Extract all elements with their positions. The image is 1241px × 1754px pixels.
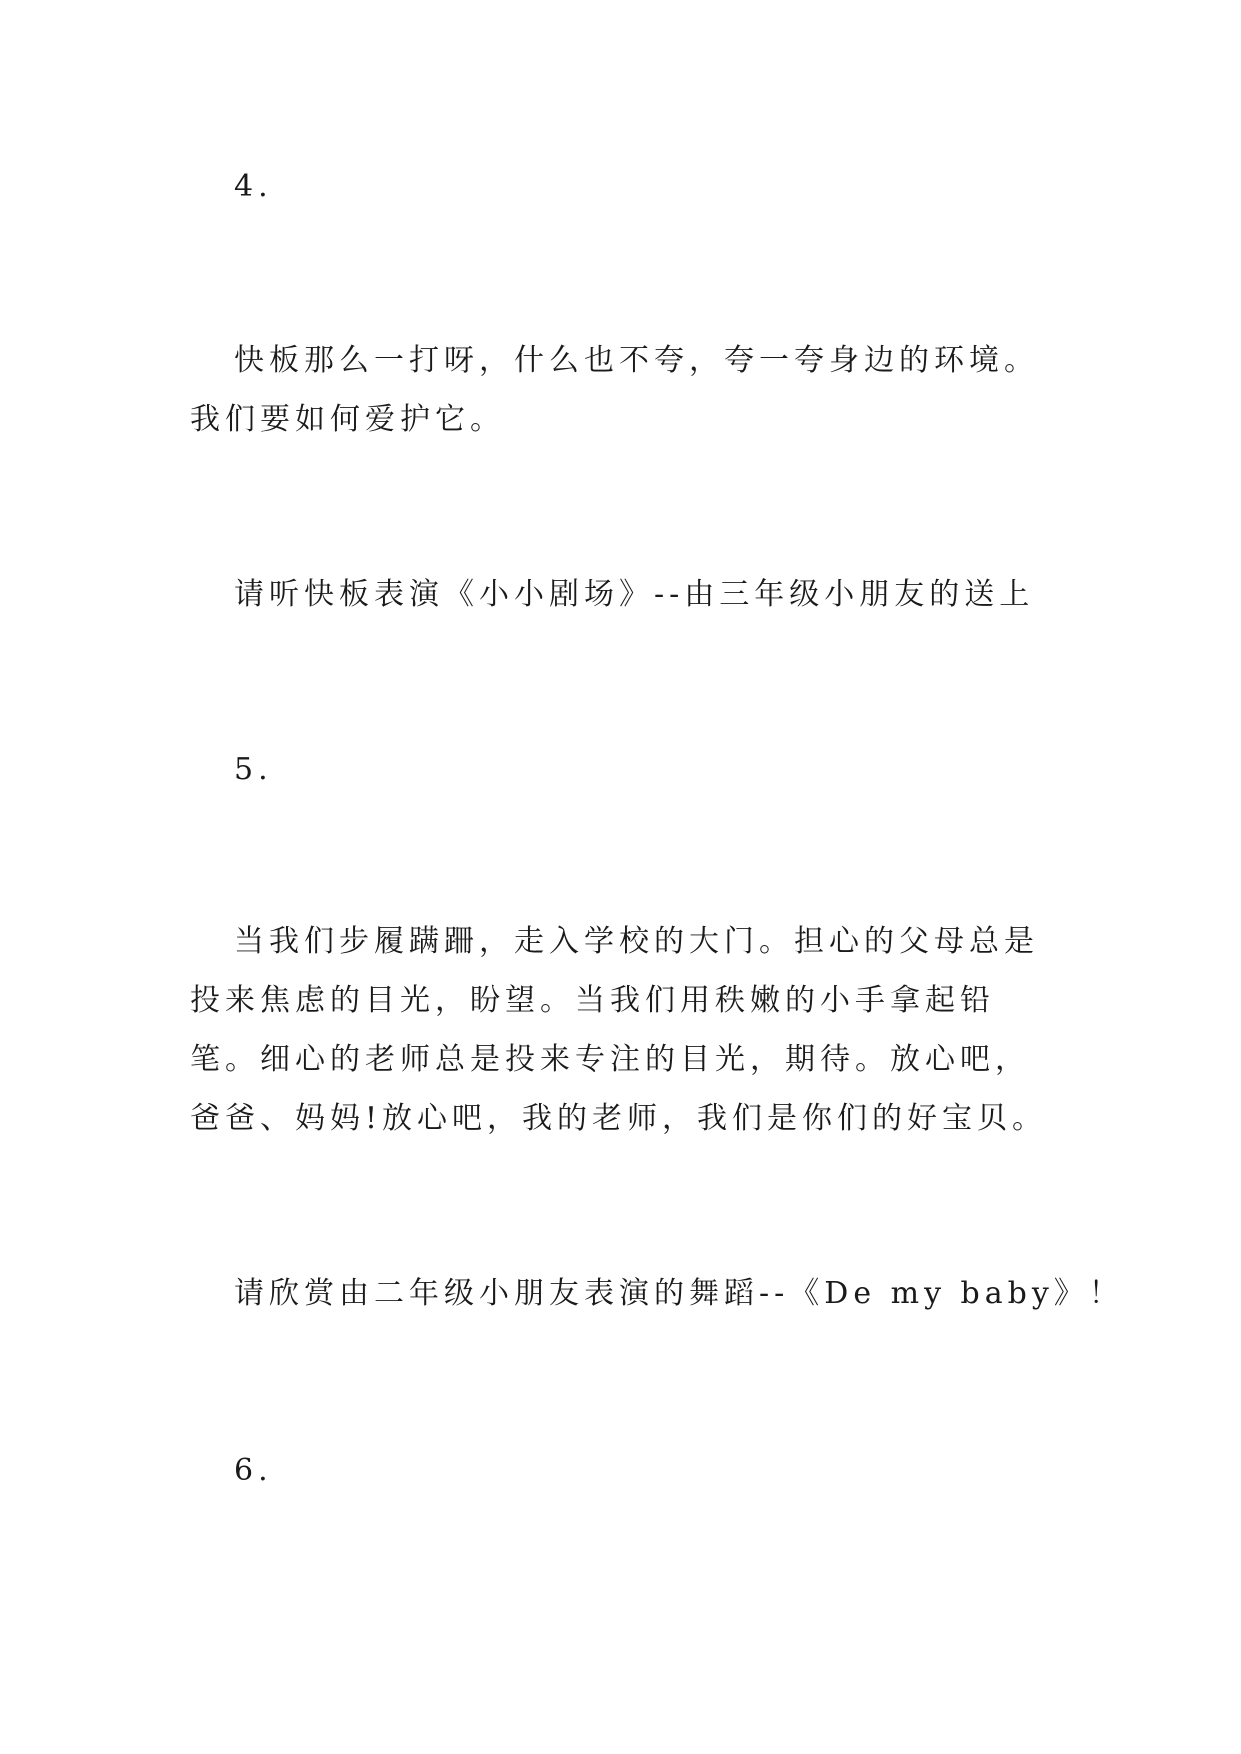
section-number-6: 6.: [234, 1453, 273, 1488]
paragraph-school: 当我们步履蹒跚，走入学校的大门。担心的父母总是投来焦虑的目光，盼望。当我们用秩嫩的小手拿起铅笔。细心的老师总是投来专注的目光，期待。放心吧，爸爸、妈妈!放心吧，我的老师，我们是你们的好宝贝。: [190, 924, 1048, 1136]
program-intro-dance: 请欣赏由二年级小朋友表演的舞蹈--《De my baby》！: [234, 1276, 1124, 1311]
program-intro-kuaiban: 请听快板表演《小小剧场》--由三年级小朋友的送上: [234, 577, 1035, 612]
section-number-5: 5.: [234, 752, 273, 787]
paragraph-kuaiban: 快板那么一打呀，什么也不夸，夸一夸身边的环境。我们要如何爱护它。: [190, 343, 1039, 437]
section-number-4: 4.: [234, 169, 273, 204]
